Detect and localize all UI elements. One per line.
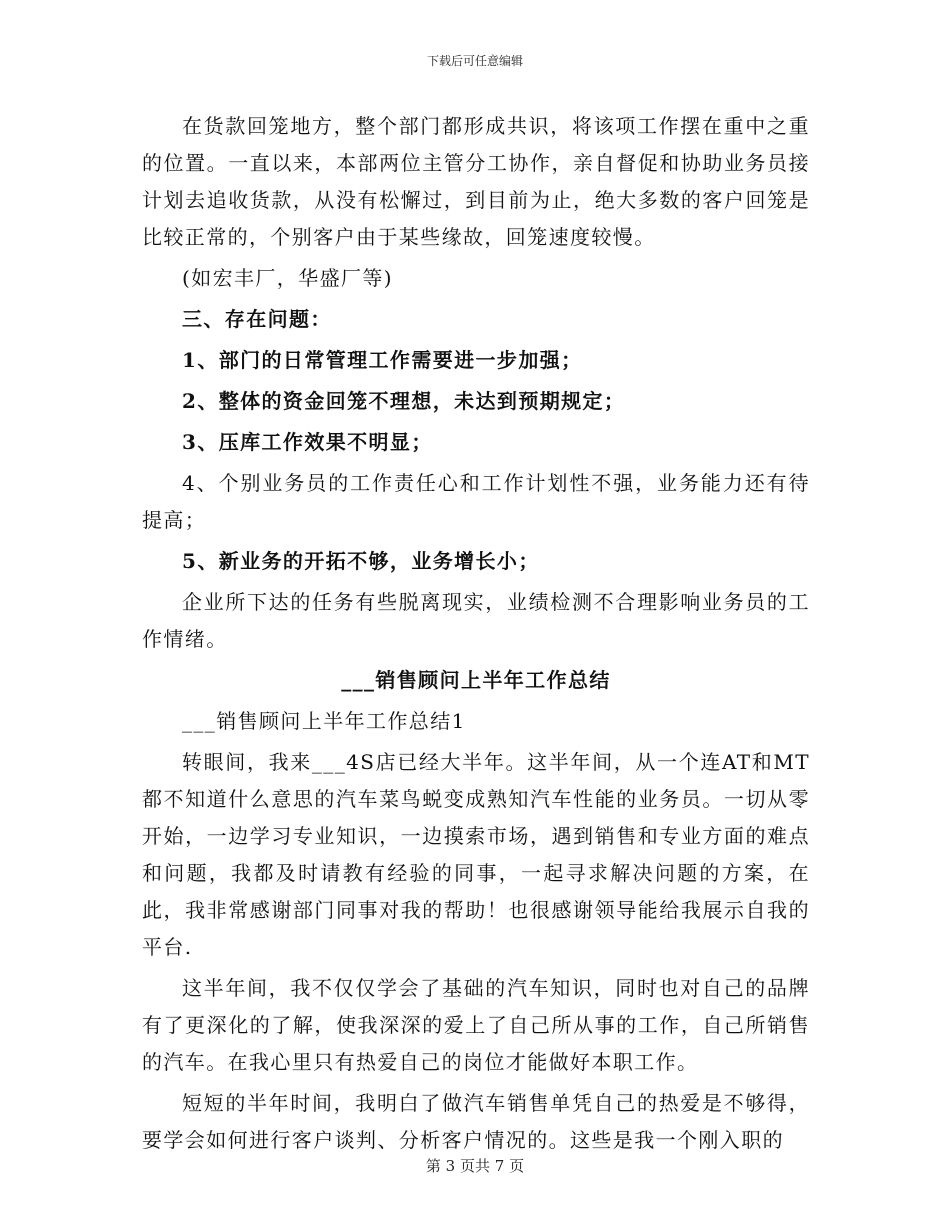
section-heading-problems: 三、存在问题： — [182, 307, 332, 331]
document-body — [142, 108, 810, 1163]
paragraph-payment-collection: 在货款回笼地方，整个部门都形成共识，将该项工作摆在重中之重的位置。一直以来，本部两位主管分工协作，亲自督促和协助业务员接计划去追收货款，从没有松懈过，到目前为止，绝大多数的客户回笼是比较正常的，个别客户由于某些缘故，回笼速度较慢。 — [142, 114, 810, 249]
page-footer: 第 3 页共 7 页 — [425, 1157, 525, 1175]
paragraph-half-year: 转眼间，我来___4S店已经大半年。这半年间，从一个连AT和MT都不知道什么意思的汽车菜鸟蜕变成熟知汽车性能的业务员。一切从零开始，一边学习专业知识，一边摸索市场，遇到销售和专业方面的难点和问题，我都及时请教有经验的同事，一起寻求解决问题的方案，在此，我非常感谢部门同事对我的帮助！也很感谢领导能给我展示自我的平台. — [142, 750, 810, 959]
list-item-problem-2: 2、整体的资金回笼不理想，未达到预期规定； — [182, 389, 626, 413]
list-item-problem-5: 5、新业务的开拓不够，业务增长小； — [182, 549, 540, 573]
paragraph-company-tasks: 企业所下达的任务有些脱离现实，业绩检测不合理影响业务员的工作情绪。 — [142, 590, 810, 651]
list-item-problem-3: 3、压库工作效果不明显； — [182, 430, 433, 454]
page-header: 下载后可任意编辑 — [426, 54, 523, 68]
subtitle-summary-1: ___销售顾问上半年工作总结1 — [182, 709, 466, 733]
list-item-problem-4: 4、个别业务员的工作责任心和工作计划性不强，业务能力还有待提高； — [142, 471, 810, 532]
paragraph-learning: 这半年间，我不仅仅学会了基础的汽车知识，同时也对自己的品牌有了更深化的了解，使我深深的爱上了自己所从事的工作，自己所销售的汽车。在我心里只有热爱自己的岗位才能做好本职工作。 — [142, 976, 810, 1074]
paragraph-short-time: 短短的半年时间，我明白了做汽车销售单凭自己的热爱是不够得，要学会如何进行客户谈判、分析客户情况的。这些是我一个刚入职的 — [142, 1091, 810, 1152]
paragraph-examples: (如宏丰厂，华盛厂等) — [182, 266, 394, 290]
list-item-problem-1: 1、部门的日常管理工作需要进一步加强； — [182, 348, 583, 372]
document-title: ___销售顾问上半年工作总结 — [341, 668, 611, 692]
